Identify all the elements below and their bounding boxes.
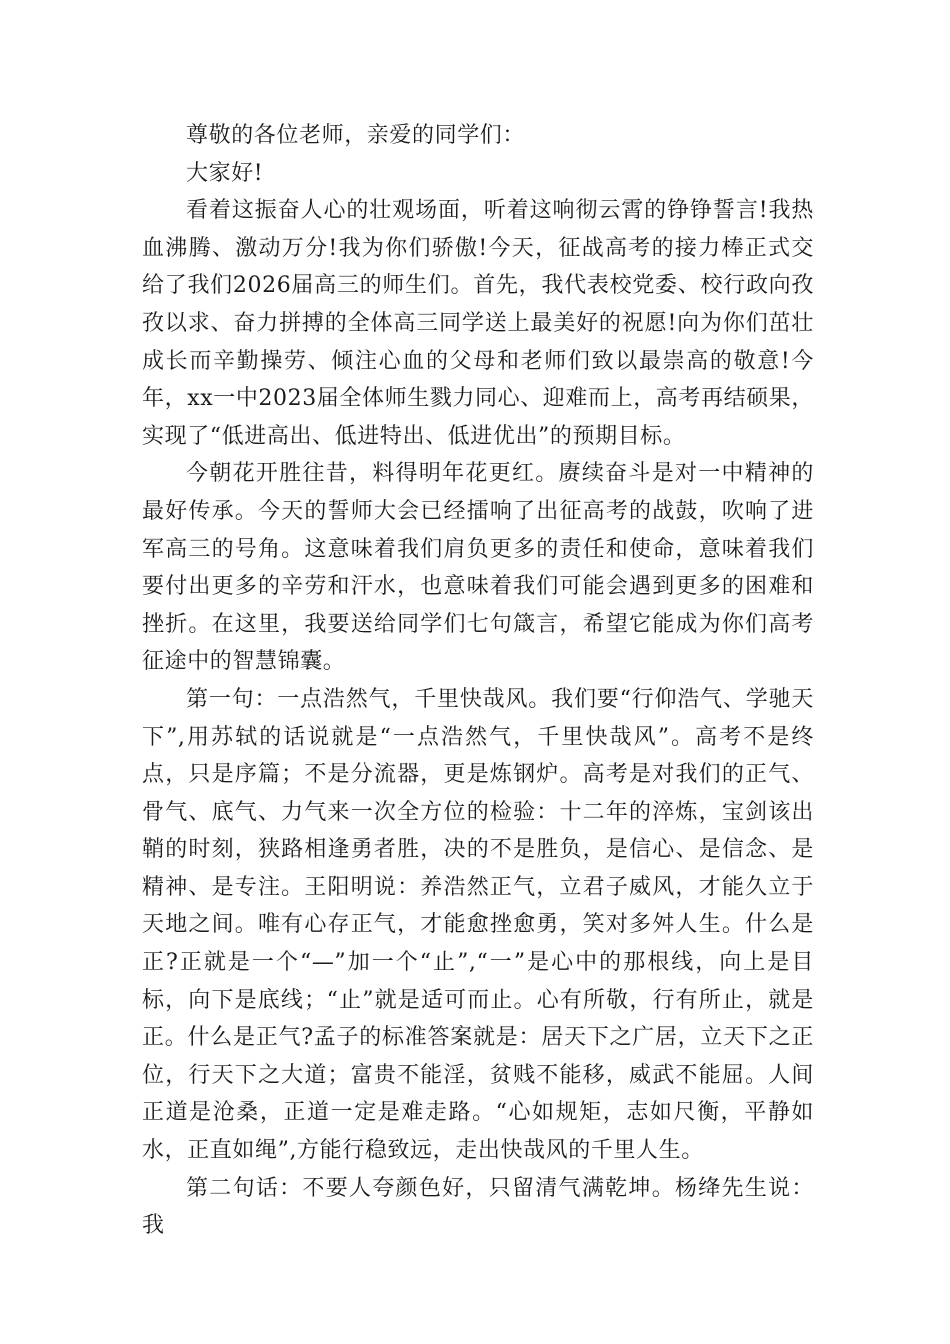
document-body	[142, 117, 814, 1245]
paragraph-first-motto: 第一句：一点浩然气，千里快哉风。我们要“行仰浩气、学驰天下”,用苏轼的话说就是“一点浩然气，千里快哉风”。高考不是终点，只是序篇；不是分流器，更是炼钢炉。高考是对我们的正气、骨气、底气、力气来一次全方位的检验：十二年的淬炼，宝剑该出鞘的时刻，狭路相逢勇者胜，决的不是胜负，是信心、是信念、是精神、是专注。王阳明说：养浩然正气，立君子威风，才能久立于天地之间。唯有心存正气，才能愈挫愈勇，笑对多舛人生。什么是正?正就是一个“—”加一个“止”,“一”是心中的那根线，向上是目标，向下是底线；“止”就是适可而止。心有所敬，行有所止，就是正。什么是正气?孟子的标准答案就是：居天下之广居，立天下之正位，行天下之大道；富贵不能淫，贫贱不能移，威武不能屈。人间正道是沧桑，正道一定是难走路。“心如规矩，志如尺衡，平静如水，正直如绳”,方能行稳致远，走出快哉风的千里人生。	[142, 686, 814, 1164]
salutation: 尊敬的各位老师，亲爱的同学们：	[186, 123, 526, 148]
paragraph-transition: 今朝花开胜往昔，料得明年花更红。赓续奋斗是对一中精神的最好传承。今天的誓师大会已经擂响了出征高考的战鼓，吹响了进军高三的号角。这意味着我们肩负更多的责任和使命，意味着我们要付出更多的辛劳和汗水，也意味着我们可能会遇到更多的困难和挫折。在这里，我要送给同学们七句箴言，希望它能成为你们高考征途中的智慧锦囊。	[142, 461, 814, 675]
greeting: 大家好!	[186, 160, 264, 186]
paragraph-opening: 看着这振奋人心的壮观场面，听着这响彻云霄的铮铮誓言!我热血沸腾、激动万分!我为你们骄傲!今天，征战高考的接力棒正式交给了我们2026届高三的师生们。首先，我代表校党委、校行政向孜孜以求、奋力拼搏的全体高三同学送上最美好的祝愿!向为你们茁壮成长而辛勤操劳、倾注心血的父母和老师们致以最崇高的敬意!今年，xx一中2023届全体师生戮力同心、迎难而上，高考再结硕果，实现了“低进高出、低进特出、低进优出”的预期目标。	[142, 198, 815, 449]
paragraph-second-motto: 第二句话：不要人夸颜色好，只留清气满乾坤。杨绛先生说：我	[142, 1175, 814, 1239]
